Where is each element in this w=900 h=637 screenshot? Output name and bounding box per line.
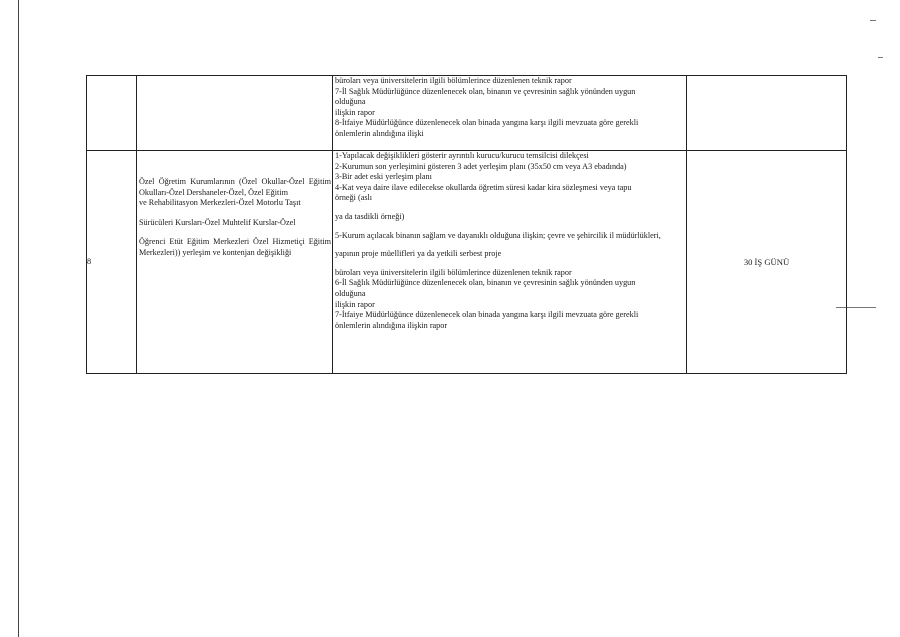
document-line: ya da tasdikli örneği) <box>335 211 405 221</box>
completion-time-cell <box>687 76 847 151</box>
scan-mark <box>870 20 876 21</box>
procedure-table <box>86 75 847 374</box>
completion-time-cell: 30 İŞ GÜNÜ <box>687 151 847 374</box>
document-line: 8-İtfaiye Müdürlüğünce düzenlenecek olan binada yangına karşı ilgili mevzuata göre gerekli <box>335 118 639 128</box>
document-line: 7-İtfaiye Müdürlüğünce düzenlenecek olan binada yangına karşı ilgili mevzuata göre gerekli <box>335 310 639 320</box>
row-number-cell <box>87 76 137 151</box>
service-name-line: ve Rehabilitasyon Merkezleri-Özel Motorlu Taşıt <box>139 198 301 208</box>
document-line: 2-Kurumun son yerleşimini gösteren 3 adet yerleşim planı (35x50 cm veya A3 ebadında) <box>335 161 627 171</box>
document-line: büroları veya üniversitelerin ilgili bölümlerince düzenlenen teknik rapor <box>335 76 572 85</box>
document-line: 3-Bir adet eski yerleşim planı <box>335 172 432 182</box>
service-name-line: Öğrenci Etüt Eğitim Merkezleri Özel Hizmetiçi Eğitim Merkezleri)) yerleşim ve kontenjan değişikliği <box>139 237 331 257</box>
document-line: örneği (aslı <box>335 193 373 203</box>
table-row <box>87 151 847 374</box>
service-name-cell <box>137 76 333 151</box>
document-line: 1-Yapılacak değişiklikleri gösterir ayrıntılı kurucu/kurucu temsilcisi dilekçesi <box>335 151 589 160</box>
document-line: 4-Kat veya daire ilave edilecekse okullarda öğretim süresi kadar kira sözleşmesi veya tapu <box>335 182 632 192</box>
service-name-line: Özel Öğretim Kurumlarının (Özel Okullar-Özel Eğitim Okulları-Özel Dershaneler-Özel, Özel Eğitim <box>139 177 331 197</box>
service-name-line: Sürücüleri Kursları-Özel Muhtelif Kurslar-Özel <box>139 217 296 227</box>
document-line: ilişkin rapor <box>335 107 375 117</box>
table-row <box>87 76 847 151</box>
scan-left-edge <box>18 0 19 637</box>
document-line: önlemlerin alındığına ilişki <box>335 128 424 138</box>
document-line: 6-İl Sağlık Müdürlüğünce düzenlenecek olan, binanın ve çevresinin sağlık yönünden uygun <box>335 278 636 288</box>
document-line: olduğuna <box>335 97 366 107</box>
document-line: önlemlerin alındığına ilişkin rapor <box>335 320 448 330</box>
scan-mark <box>878 57 883 58</box>
document-line: ilişkin rapor <box>335 299 375 309</box>
row-number-cell: 8 <box>87 151 137 374</box>
document-line: büroları veya üniversitelerin ilgili bölümlerince düzenlenen teknik rapor <box>335 267 572 277</box>
required-documents-cell <box>333 76 687 151</box>
document-line: yapının proje müellifleri ya da yetkili serbest proje <box>335 249 502 259</box>
document-line: 7-İl Sağlık Müdürlüğünce düzenlenecek olan, binanın ve çevresinin sağlık yönünden uygun <box>335 86 636 96</box>
document-line: olduğuna <box>335 288 366 298</box>
document-line: 5-Kurum açılacak binanın sağlam ve dayanıklı olduğuna ilişkin; çevre ve şehircilik il müdürlükleri, <box>335 230 661 240</box>
service-name-cell <box>137 151 333 374</box>
required-documents-cell <box>333 151 687 374</box>
